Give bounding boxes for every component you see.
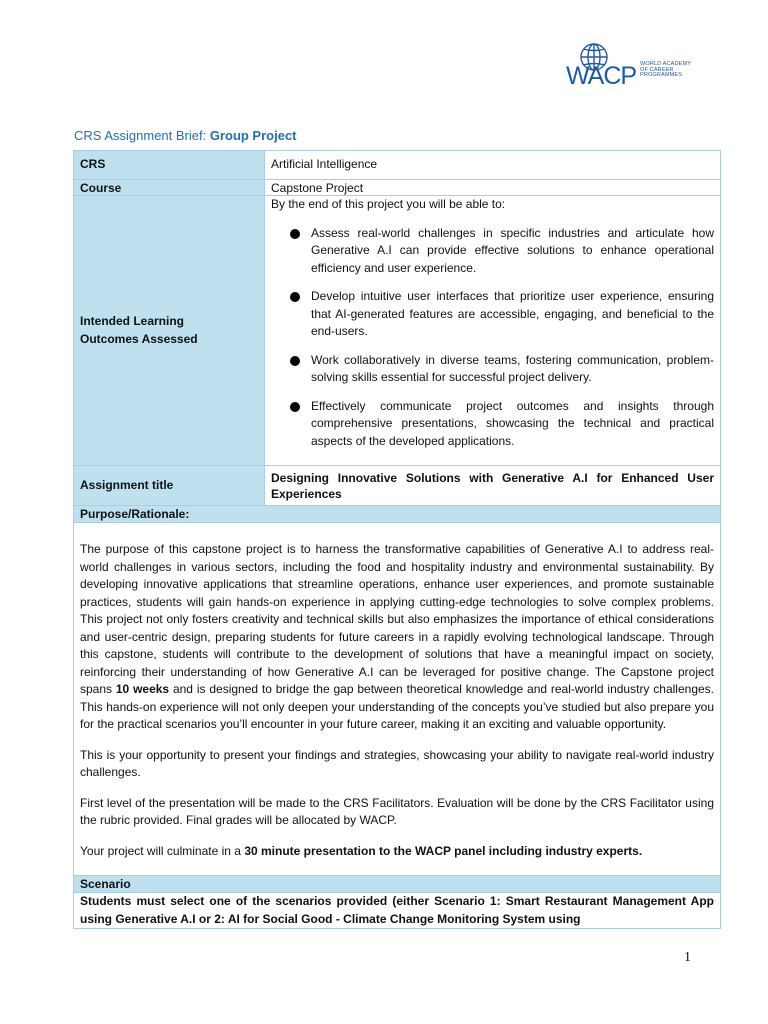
purpose-p1-start: The purpose of this capstone project is to harness the transformative capabilities of Generative A.I to address real-world challenges in various sectors, including the food and hospitality industry and environmental sustainability. By developing innovative applications that streamline operations, enhance user experiences, and promote sustainable practices, students will gain hands-on experience in applying cutting-edge technologies to solve complex problems. This project not only fosters creativity and technical skills but also emphasizes the importance of ethical considerations and user-centric design, preparing students for future careers in a rapidly evolving technological landscape. Through this capstone, students will contribute to the development of solutions that have a meaningful impact on society, reinforcing their understanding of how Generative A.I can be leveraged for positive change. The Capstone project spans xyxy=(80,542,714,696)
purpose-body xyxy=(74,523,721,876)
bullet-icon xyxy=(290,229,300,239)
logo-line-1: WORLD ACADEMY xyxy=(640,61,692,67)
assignment-brief-table xyxy=(73,150,721,929)
row-scenario-body xyxy=(74,893,721,929)
outcomes-label xyxy=(74,196,265,466)
page-number: 1 xyxy=(684,950,691,965)
row-purpose-heading xyxy=(74,506,721,523)
bullet-icon xyxy=(290,402,300,412)
outcome-text: Develop intuitive user interfaces that prioritize user experience, ensuring that AI-generated features are accessible, engaging, and beneficial to the end-users. xyxy=(311,289,714,338)
list-item xyxy=(271,398,714,451)
scenario-text: Students must select one of the scenarios provided (either Scenario 1: Smart Restaurant Management App using Generative A.I or 2: AI for Social Good - Climate Change Monitoring System using xyxy=(74,893,721,929)
outcomes-label-line-2: Outcomes Assessed xyxy=(80,331,198,346)
outcome-text: Assess real-world challenges in specific industries and articulate how Generative A.I can provide effective solutions to enhance operational efficiency and user experience. xyxy=(311,225,714,275)
assignment-title-label: Assignment title xyxy=(74,466,265,506)
row-assignment-title xyxy=(74,466,721,506)
row-learning-outcomes xyxy=(74,196,721,466)
purpose-paragraph-2: This is your opportunity to present your findings and strategies, showcasing your ability to navigate real-world industry challenges. xyxy=(80,747,714,779)
title-prefix: CRS Assignment Brief: xyxy=(74,128,210,143)
assignment-title-value: Designing Innovative Solutions with Generative A.I for Enhanced User Experiences xyxy=(265,466,721,506)
document-title xyxy=(74,128,297,143)
outcomes-label-line-1: Intended Learning xyxy=(80,314,185,328)
outcomes-intro: By the end of this project you will be able to: xyxy=(271,197,506,211)
row-scenario-heading xyxy=(74,876,721,893)
course-label: Course xyxy=(74,180,265,196)
row-course xyxy=(74,180,721,196)
row-crs xyxy=(74,151,721,180)
list-item xyxy=(271,352,714,387)
duration-highlight: 10 weeks xyxy=(115,682,170,696)
course-value: Capstone Project xyxy=(265,180,721,196)
crs-value: Artificial Intelligence xyxy=(265,151,721,180)
purpose-paragraph-4 xyxy=(80,843,714,861)
logo-line-2: OF CAREER xyxy=(640,66,674,73)
outcomes-value xyxy=(265,196,721,466)
purpose-p1-end: and is designed to bridge the gap between theoretical knowledge and real-world industry challenges. This hands-on experience will not only deepen your understanding of the concepts you’ve studied but also prepare you for the practical scenarios you’ll encounter in your future career, making it an exciting and valuable opportunity. xyxy=(80,682,714,731)
wacp-wordmark-text: WACP xyxy=(566,62,637,90)
wacp-logo xyxy=(566,40,700,90)
title-emphasis: Group Project xyxy=(209,128,297,143)
purpose-paragraph-1 xyxy=(80,541,714,734)
list-item xyxy=(271,225,714,278)
purpose-heading: Purpose/Rationale: xyxy=(74,506,721,523)
presentation-highlight: 30 minute presentation to the WACP panel including industry experts. xyxy=(244,843,643,858)
wacp-full-name xyxy=(640,62,691,79)
purpose-p4-start: Your project will culminate in a xyxy=(80,843,245,858)
bullet-icon xyxy=(290,292,300,302)
list-item xyxy=(271,288,714,341)
scenario-heading: Scenario xyxy=(74,876,721,893)
outcomes-list xyxy=(271,225,714,451)
purpose-paragraph-3: First level of the presentation will be made to the CRS Facilitators. Evaluation will be done by the CRS Facilitator using the rubric provided. Final grades will be allocated by WACP. xyxy=(80,795,714,827)
outcome-text: Work collaboratively in diverse teams, fostering communication, problem-solving skills essential for successful project delivery. xyxy=(311,352,714,384)
outcome-text: Effectively communicate project outcomes and insights through comprehensive presentations, showcasing the technical and practical aspects of the developed applications. xyxy=(311,398,714,448)
logo-line-3: PROGRAMMES xyxy=(640,72,683,79)
bullet-icon xyxy=(290,356,300,366)
crs-label: CRS xyxy=(74,151,265,180)
row-purpose-body xyxy=(74,523,721,876)
